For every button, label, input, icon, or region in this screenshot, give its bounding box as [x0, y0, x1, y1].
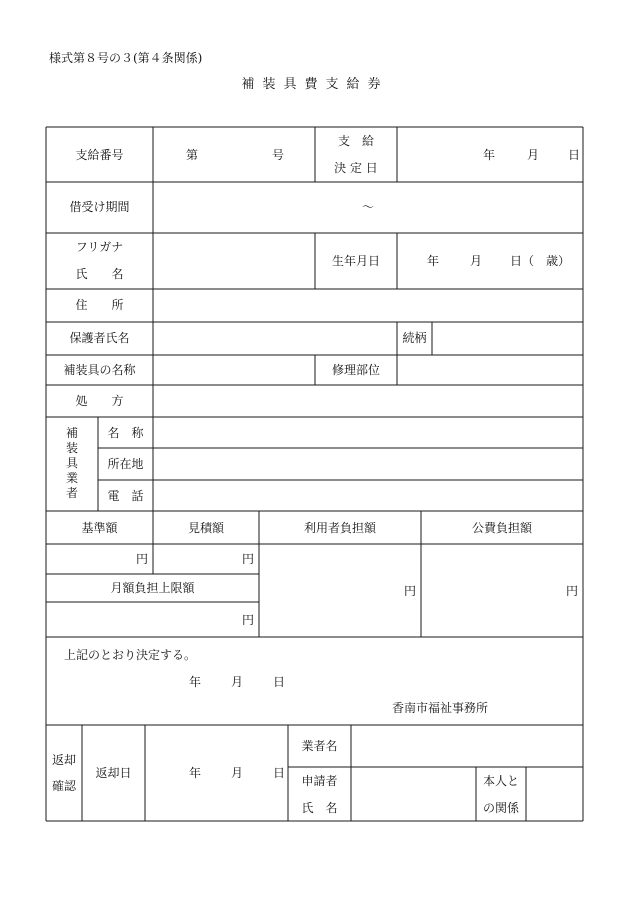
decision-date-day: 日 — [568, 148, 581, 162]
birth-date-label: 生年月日 — [331, 254, 380, 268]
lease-period-tilde: ～ — [361, 200, 374, 214]
public-burden-yen: 円 — [565, 584, 578, 598]
decision-date-year: 年 — [483, 148, 496, 162]
birth-year: 年 — [427, 254, 440, 268]
furigana-label: フリガナ — [75, 240, 124, 254]
birth-month: 月 — [470, 254, 483, 268]
return-date-label: 返却日 — [95, 766, 132, 780]
applicant-label-2: 氏 名 — [301, 801, 338, 815]
grant-number-dai: 第 — [186, 148, 199, 162]
vendor-group-label: 補装具業者 — [65, 426, 78, 500]
prescription-label: 処 方 — [75, 394, 124, 408]
return-day: 日 — [273, 766, 286, 780]
decision-month: 月 — [231, 675, 244, 689]
name-label: 氏 名 — [75, 267, 124, 281]
form-title: 補装具費支給券 — [241, 77, 389, 92]
decision-date-label-2: 決 定 日 — [334, 161, 378, 175]
birth-day-age: 日（ 歳） — [510, 254, 571, 268]
address-label: 住 所 — [75, 298, 124, 312]
public-burden-label: 公費負担額 — [471, 521, 532, 535]
repair-part-label: 修理部位 — [331, 363, 380, 377]
applicant-label-1: 申請者 — [301, 774, 338, 788]
vendor-location-label: 所在地 — [107, 457, 144, 471]
monthly-cap-yen: 円 — [241, 613, 254, 627]
decision-date-month: 月 — [527, 148, 540, 162]
form-reference: 様式第８号の３(第４条関係) — [49, 51, 203, 65]
return-confirm-label-1: 返却 — [51, 753, 76, 767]
return-confirm-label-2: 確認 — [51, 779, 76, 793]
vendor-name-label: 名 称 — [107, 426, 144, 440]
standard-amount-label: 基準額 — [81, 521, 118, 535]
device-name-label: 補装具の名称 — [63, 363, 136, 377]
user-burden-yen: 円 — [403, 584, 416, 598]
decision-date-label-1: 支 給 — [337, 134, 374, 148]
guardian-name-label: 保護者氏名 — [69, 331, 130, 345]
return-year: 年 — [189, 766, 202, 780]
decision-statement: 上記のとおり決定する。 — [64, 648, 197, 662]
decision-day: 日 — [273, 675, 286, 689]
grant-number-label: 支給番号 — [75, 148, 124, 162]
user-burden-label: 利用者負担額 — [303, 521, 376, 535]
estimate-amount-label: 見積額 — [187, 521, 224, 535]
estimate-amount-yen: 円 — [241, 552, 254, 566]
vendor-name-return-label: 業者名 — [301, 739, 338, 753]
welfare-office-name: 香南市福祉事務所 — [392, 701, 489, 715]
relation-to-person-label-2: の関係 — [482, 801, 519, 815]
lease-period-label: 借受け期間 — [69, 200, 130, 214]
grant-number-go: 号 — [272, 148, 285, 162]
relation-to-person-label-1: 本人と — [482, 774, 519, 788]
decision-year: 年 — [189, 675, 202, 689]
standard-amount-yen: 円 — [135, 552, 148, 566]
monthly-cap-label: 月額負担上限額 — [110, 581, 195, 595]
relation-label: 続柄 — [402, 331, 427, 345]
return-month: 月 — [231, 766, 244, 780]
vendor-phone-label: 電 話 — [107, 489, 144, 503]
